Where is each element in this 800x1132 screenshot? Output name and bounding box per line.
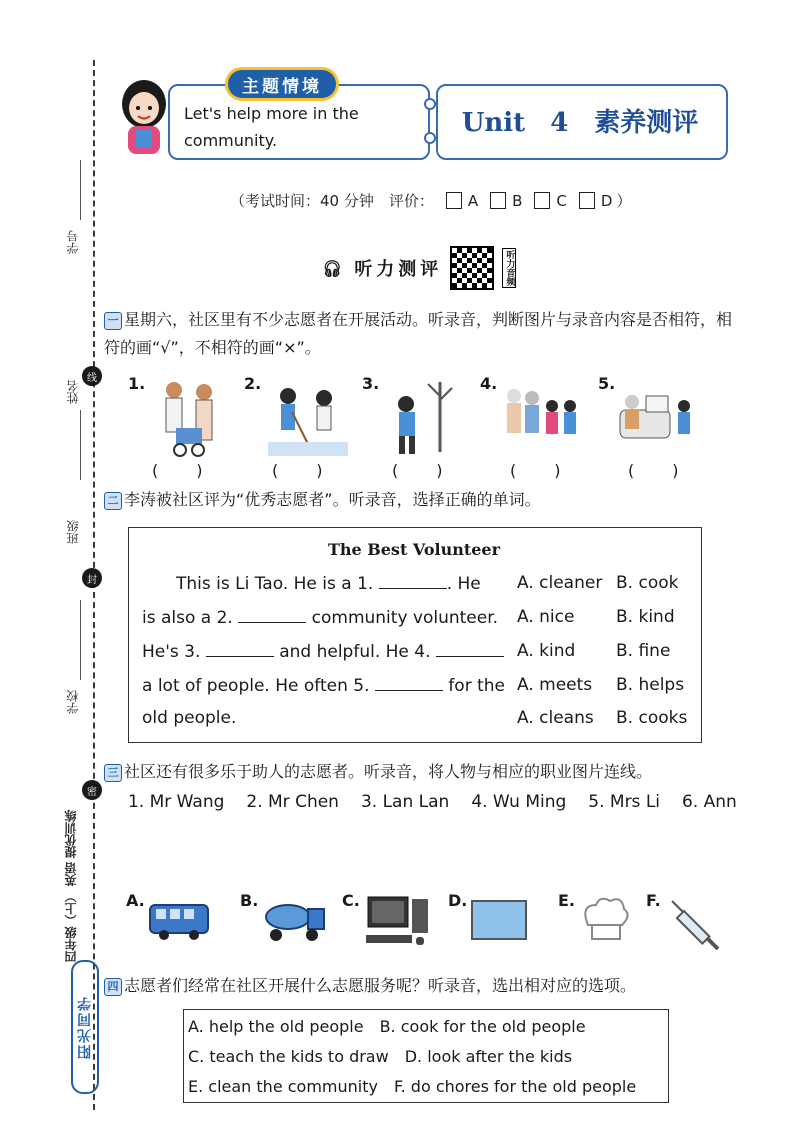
section4-badge: 四 <box>104 978 122 996</box>
job-d-screen[interactable] <box>448 891 530 951</box>
person-5[interactable]: 5. Mrs Li <box>588 792 661 812</box>
passage-line-3 <box>142 641 504 662</box>
passage-title: The Best Volunteer <box>327 540 501 559</box>
chef-hat-icon <box>580 895 632 947</box>
passage-text: old people. <box>142 708 237 728</box>
student-id-label: 学号 <box>66 230 80 254</box>
passage-text: . He <box>446 574 481 594</box>
passage-text: He's 3. <box>142 642 201 662</box>
computer-icon <box>364 895 434 951</box>
school-label: 学校 <box>66 690 80 714</box>
binder-ring-icon <box>424 98 436 110</box>
grade-checkbox-a[interactable] <box>446 192 462 209</box>
section3-badge: 三 <box>104 764 122 782</box>
job-letter: A. <box>126 891 145 910</box>
answer-paren-1[interactable]: ( ) <box>152 461 205 480</box>
section1-text: 星期六，社区里有不少志愿者在开展活动。听录音，判断图片与录音内容是否相符，相符的画“√”，不相符的画“×”。 <box>104 310 733 357</box>
passage-line-1 <box>176 573 481 594</box>
passage-text: for the <box>448 676 505 696</box>
tanker-truck-icon <box>262 895 328 949</box>
class-label: 班级 <box>66 520 80 544</box>
answer-paren-4[interactable]: ( ) <box>510 461 563 480</box>
binder-ring-icon <box>424 132 436 144</box>
section2-badge: 二 <box>104 492 122 510</box>
girl-mascot-illustration <box>112 76 176 160</box>
option-row-1 <box>188 1014 586 1037</box>
exam-info-close: ） <box>616 192 632 210</box>
seal-marker-line: 线 <box>82 366 102 386</box>
option-row-3 <box>188 1074 636 1097</box>
job-b-truck[interactable] <box>240 891 328 953</box>
job-f-syringe[interactable] <box>646 891 724 959</box>
person-2[interactable]: 2. Mr Chen <box>246 792 339 812</box>
section4-instruction <box>104 972 744 1000</box>
person-3[interactable]: 3. Lan Lan <box>360 792 450 812</box>
passage-text: and helpful. He 4. <box>279 642 431 662</box>
blank-5[interactable] <box>375 675 443 691</box>
option-1a[interactable]: A. cleaner <box>517 573 603 593</box>
option-3a[interactable]: A. kind <box>517 641 576 661</box>
job-c-computer[interactable] <box>342 891 434 955</box>
people-list <box>128 792 737 812</box>
passage-line-2 <box>142 607 498 628</box>
class-line <box>80 600 81 680</box>
option-d[interactable]: D. look after the kids <box>404 1047 573 1066</box>
passage-text: is also a 2. <box>142 608 233 628</box>
option-b[interactable]: B. cook for the old people <box>379 1017 586 1036</box>
unit-title: Unit 4 素养测评 <box>461 107 699 138</box>
option-4b[interactable]: B. helps <box>616 675 685 695</box>
section3-text: 社区还有很多乐于助人的志愿者。听录音，将人物与相应的职业图片连线。 <box>124 762 653 781</box>
exam-info <box>230 190 631 211</box>
option-e[interactable]: E. clean the community <box>188 1077 378 1096</box>
grade-label-c: C <box>556 191 567 210</box>
answer-paren-3[interactable]: ( ) <box>392 461 445 480</box>
blank-2[interactable] <box>238 607 306 623</box>
listening-header <box>322 246 516 290</box>
passage-text: community volunteer. <box>311 608 499 628</box>
passage-text: This is Li Tao. He is a 1. <box>176 574 374 594</box>
seal-marker-secret: 密 <box>82 780 102 800</box>
planting-trees-illustration <box>384 376 464 460</box>
picture-number: 3. <box>362 374 380 393</box>
grade-label-a: A <box>467 191 479 210</box>
option-2b[interactable]: B. kind <box>616 607 675 627</box>
theme-tag: 主题情境 <box>228 70 336 98</box>
picture-number: 4. <box>480 374 498 393</box>
exam-time-label: （考试时间：40 分钟 评价： <box>230 192 434 210</box>
option-c[interactable]: C. teach the kids to draw <box>188 1047 389 1066</box>
brand-logo: 阳光同学 <box>71 960 99 1094</box>
job-letter: E. <box>558 891 576 910</box>
blank-1[interactable] <box>379 573 447 589</box>
headphone-icon: 🎧︎ <box>322 258 347 278</box>
section1-badge: 一 <box>104 312 122 330</box>
option-row-2 <box>188 1044 572 1067</box>
option-5b[interactable]: B. cooks <box>616 708 688 728</box>
syringe-icon <box>668 895 724 955</box>
grade-checkbox-b[interactable] <box>490 192 506 209</box>
grade-checkbox-d[interactable] <box>579 192 595 209</box>
job-letter: B. <box>240 891 259 910</box>
option-5a[interactable]: A. cleans <box>517 708 594 728</box>
picture-number: 2. <box>244 374 262 393</box>
section4-text: 志愿者们经常在社区开展什么志愿服务呢？听录音，选出相对应的选项。 <box>124 976 637 995</box>
kids-cleaning-illustration <box>268 382 348 462</box>
answer-paren-2[interactable]: ( ) <box>272 461 325 480</box>
blank-3[interactable] <box>206 641 274 657</box>
bus-icon <box>148 895 212 945</box>
job-e-chef-hat[interactable] <box>558 891 632 951</box>
name-line <box>80 410 81 480</box>
screen-icon <box>470 895 530 947</box>
blank-4[interactable] <box>436 641 504 657</box>
helping-old-people-illustration <box>146 378 226 458</box>
seal-marker-seal: 封 <box>82 568 102 588</box>
option-f[interactable]: F. do chores for the old people <box>393 1077 637 1096</box>
job-a-bus[interactable] <box>126 891 212 949</box>
option-2a[interactable]: A. nice <box>517 607 575 627</box>
person-4[interactable]: 4. Wu Ming <box>471 792 567 812</box>
qr-label: 听力音频 <box>504 250 515 286</box>
sofa-helping-illustration <box>616 382 700 452</box>
person-6[interactable]: 6. Ann <box>682 792 737 812</box>
option-a[interactable]: A. help the old people <box>188 1017 364 1036</box>
person-1[interactable]: 1. Mr Wang <box>128 792 225 812</box>
section1-instruction <box>104 306 744 362</box>
job-letter: F. <box>646 891 661 910</box>
listening-title: 听力测评 <box>354 259 443 280</box>
picture-number: 1. <box>128 374 146 393</box>
theme-text: Let's help more in the community. <box>184 104 359 150</box>
option-3b[interactable]: B. fine <box>616 641 671 661</box>
job-letter: C. <box>342 891 360 910</box>
picture-number: 5. <box>598 374 616 393</box>
book-info: 四年级（上） 英语 提优训练 <box>64 810 78 963</box>
option-1b[interactable]: B. cook <box>616 573 679 593</box>
qr-code-icon[interactable] <box>450 246 494 290</box>
student-id-line <box>80 160 81 220</box>
option-4a[interactable]: A. meets <box>517 675 593 695</box>
passage-line-4 <box>142 675 505 696</box>
passage-text: a lot of people. He often 5. <box>142 676 370 696</box>
grade-label-d: D <box>600 191 613 210</box>
family-group-illustration <box>500 384 584 454</box>
answer-paren-5[interactable]: ( ) <box>628 461 681 480</box>
passage-line-5 <box>142 708 236 728</box>
job-letter: D. <box>448 891 468 910</box>
grade-checkbox-c[interactable] <box>534 192 550 209</box>
section2-text: 李涛被社区评为“优秀志愿者”。听录音，选择正确的单词。 <box>124 490 541 509</box>
name-label: 姓名 <box>66 380 80 404</box>
section3-instruction <box>104 758 744 786</box>
grade-label-b: B <box>512 191 523 210</box>
section2-instruction <box>104 486 744 514</box>
